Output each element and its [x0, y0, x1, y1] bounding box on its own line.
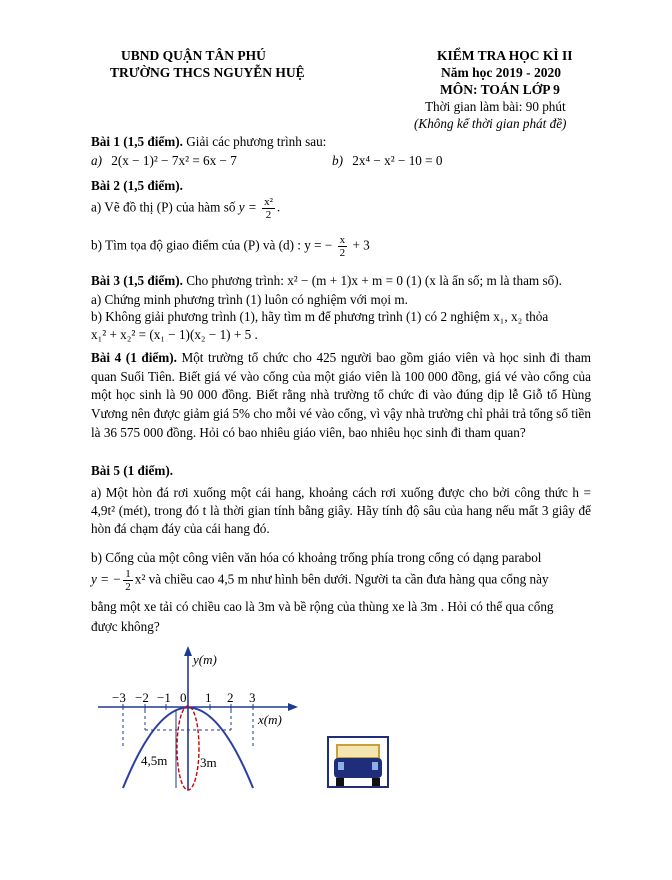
bai5-b-line4: được không? [91, 619, 160, 634]
bai5-b-line3: bằng một xe tải có chiều cao là 3m và bề rộng của thùng xe là 3m . Hỏi có thể qua cổng [91, 599, 554, 614]
bai1-intro: Giải các phương trình sau: [182, 134, 327, 149]
height-label: 4,5m [141, 753, 168, 768]
fraction-denominator: 2 [265, 209, 272, 221]
school-district: UBND QUẬN TÂN PHÚ [121, 48, 266, 63]
bai4-title: Bài 4 (1 điểm). [91, 350, 177, 365]
bai2-b-text: b) Tìm tọa độ giao điểm của (P) và (d) : y = − [91, 237, 333, 253]
bai2-title: Bài 2 (1,5 điểm). [91, 178, 183, 193]
bai2-a: a) Vẽ đồ thị (P) của hàm số y = $\frac{\text{x²}}{2}$ . [91, 196, 281, 221]
duration-note: (Không kể thời gian phát đề) [414, 116, 567, 131]
fraction-denominator: 2 [125, 581, 131, 593]
bai2-a-func: y = [238, 199, 257, 215]
fraction-numerator: x [339, 234, 346, 246]
bai3-intro: Cho phương trình: x² − (m + 1)x + m = 0 (1) (x là ẩn số; m là tham số). [182, 273, 562, 288]
bai1-title: Bài 1 (1,5 điểm). [91, 134, 183, 149]
truck-cargo [337, 745, 379, 758]
bai3-title: Bài 3 (1,5 điểm). [91, 273, 183, 288]
duration: Thời gian làm bài: 90 phút [425, 99, 566, 114]
truck-light-right [372, 762, 378, 770]
bai1-b-label: b) [332, 153, 343, 168]
fraction-denominator: 2 [339, 247, 346, 259]
bai3-a: a) Chứng minh phương trình (1) luôn có nghiệm với mọi m. [91, 292, 408, 307]
tick-label-0: 0 [180, 690, 187, 705]
tick-label-neg3: −3 [112, 690, 126, 705]
tick-label-3: 3 [249, 690, 256, 705]
y-axis-arrow-icon [184, 646, 192, 656]
school-name: TRƯỜNG THCS NGUYỄN HUỆ [110, 65, 305, 80]
truck-wheel-left [336, 778, 344, 786]
bai1-a-equation: 2(x − 1)² − 7x² = 6x − 7 [111, 153, 237, 168]
bai5-b-line1: b) Cổng của một công viên văn hóa có khoảng trống phía trong cổng có dạng parabol [91, 550, 542, 565]
subject: MÔN: TOÁN LỚP 9 [440, 82, 560, 97]
tick-label-2: 2 [227, 690, 234, 705]
truck-icon [328, 737, 388, 787]
bai1-b-equation: 2x⁴ − x² − 10 = 0 [352, 153, 443, 168]
fraction-numerator: 1 [125, 568, 131, 580]
y-axis-label: y(m) [193, 652, 217, 667]
bai3-b-equation: x₁² + x₂² = (x₁ − 1)(x₂ − 1) + 5 . [91, 327, 258, 342]
school-year: Năm học 2019 - 2020 [441, 65, 561, 80]
bai5-a: a) Một hòn đá rơi xuống một cái hang, khoảng cách rơi xuống được cho bởi công thức h = 4,9t² (mét), trong đó t là thời gian tính bằng giây. Hãy tính độ sâu của hang nếu mất 3 giây để hòn đá chạm đáy của cái hang đó. [91, 485, 591, 536]
bai2-a-text: a) Vẽ đồ thị (P) của hàm số [91, 199, 239, 215]
x-axis-label: x(m) [258, 712, 282, 727]
tick-label-neg1: −1 [157, 690, 171, 705]
fraction-numerator: x² [264, 196, 273, 208]
bai2-b-tail: + 3 [352, 237, 370, 253]
bai5-title: Bài 5 (1 điểm). [91, 463, 174, 478]
bai5-b-line2-text: x² và chiều cao 4,5 m như hình bên dưới. Người ta cần đưa hàng qua cổng này [134, 571, 549, 587]
x-axis-arrow-icon [288, 703, 298, 711]
truck-light-left [338, 762, 344, 770]
bai5-b-func: y = − [91, 571, 122, 587]
truck-wheel-right [372, 778, 380, 786]
bai4-text: Một trường tổ chức cho 425 người bao gồm giáo viên và học sinh đi tham quan Suối Tiên. Biết giá vé vào cổng của một giáo viên là 100 000 đồng, giá vé vào cổng của một học sinh là 90 000 đồng. Biết rằng nhà trường tổ chức đi vào đúng dịp lễ Giỗ tổ Hùng Vương nên được giảm giá 5% cho mỗi vé vào cổng, vì vậy nhà trường chỉ phải trả tổng số tiền là 36 575 000 đồng. Hỏi có bao nhiêu giáo viên, bao nhiêu học sinh đi tham quan? [91, 350, 591, 440]
tick-label-1: 1 [205, 690, 212, 705]
bai1-a-label: a) [91, 153, 102, 168]
width-label: 3m [200, 755, 217, 770]
exam-title: KIỂM TRA HỌC KÌ II [437, 48, 573, 63]
bai3-b: b) Không giải phương trình (1), hãy tìm m để phương trình (1) có 2 nghiệm x₁, x₂ thỏa [91, 309, 549, 324]
tick-label-neg2: −2 [135, 690, 149, 705]
